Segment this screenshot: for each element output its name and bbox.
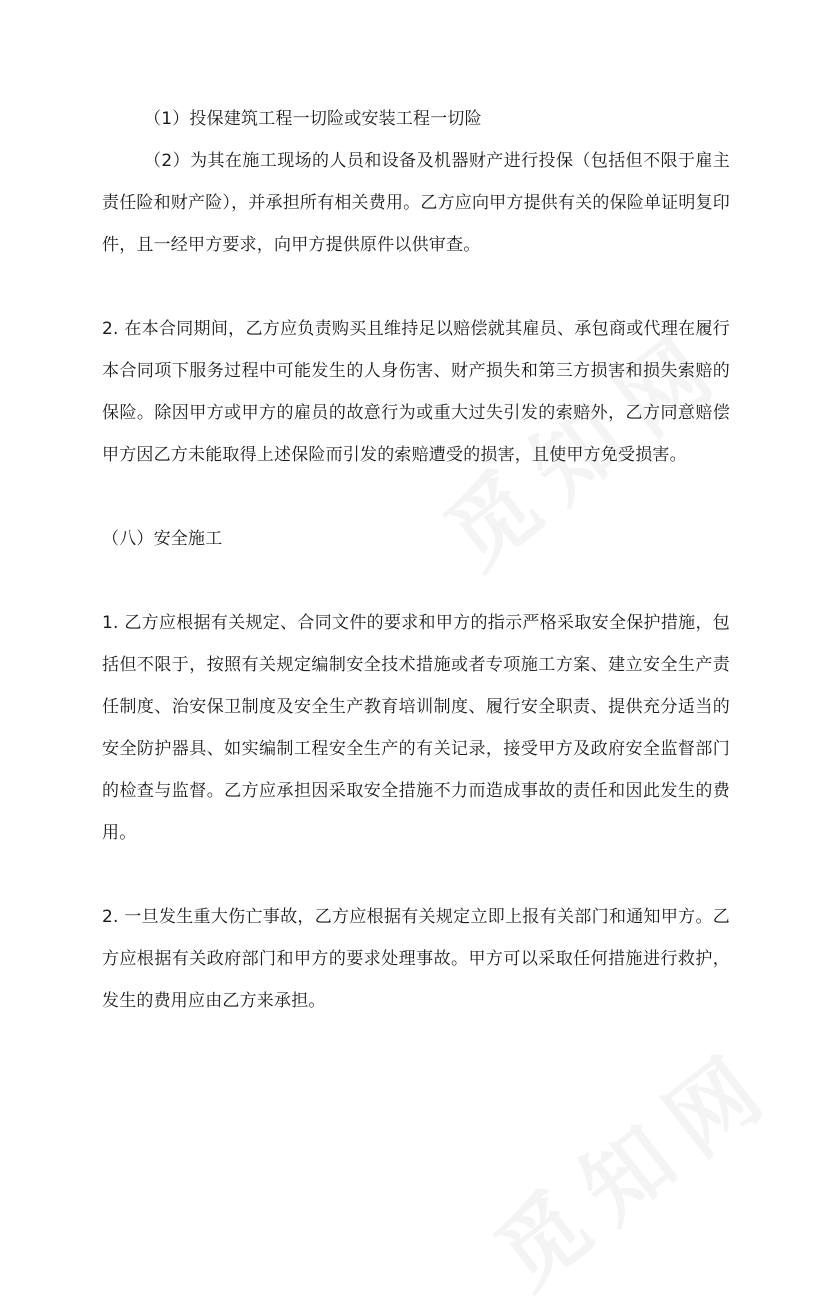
paragraph-safety-clause-2: 2. 一旦发生重大伤亡事故，乙方应根据有关规定立即上报有关部门和通知甲方。乙方应根据有关政府部门和甲方的要求处理事故。甲方可以采取任何措施进行救护，发生的费用应由乙方来承担。 [102,907,730,1011]
paragraph-spacer [102,266,730,308]
paragraph-spacer [102,854,730,896]
section-heading-safety: （八）安全施工 [102,529,223,549]
paragraph-safety-clause-1: 1. 乙方应根据有关规定、合同文件的要求和甲方的指示严格采取安全保护措施，包括但不限于，按照有关规定编制安全技术措施或者专项施工方案、建立安全生产责任制度、治安保卫制度及安全生产教育培训制度、履行安全职责、提供充分适当的安全防护器具、如实编制工程安全生产的有关记录，接受甲方及政府安全监督部门的检查与监督。乙方应承担因采取安全措施不力而造成事故的责任和因此发生的费用。 [102,613,730,843]
document-body [102,98,730,1022]
paragraph-insurance-item-1: （1）投保建筑工程一切险或安装工程一切险 [144,109,482,129]
watermark [466,1014,799,1312]
paragraph-spacer [102,560,730,602]
paragraph-spacer [102,476,730,518]
paragraph-clause-2-insurance: 2. 在本合同期间，乙方应负责购买且维持足以赔偿就其雇员、承包商或代理在履行本合同项下服务过程中可能发生的人身伤害、财产损失和第三方损害和损失索赔的保险。除因甲方或甲方的雇员的故意行为或重大过失引发的索赔外，乙方同意赔偿甲方因乙方未能取得上述保险而引发的索赔遭受的损害，且使甲方免受损害。 [102,319,730,465]
paragraph-insurance-item-2: （2）为其在施工现场的人员和设备及机器财产进行投保（包括但不限于雇主责任险和财产险），并承担所有相关费用。乙方应向甲方提供有关的保险单证明复印件，且一经甲方要求，向甲方提供原件以供审查。 [102,151,730,255]
